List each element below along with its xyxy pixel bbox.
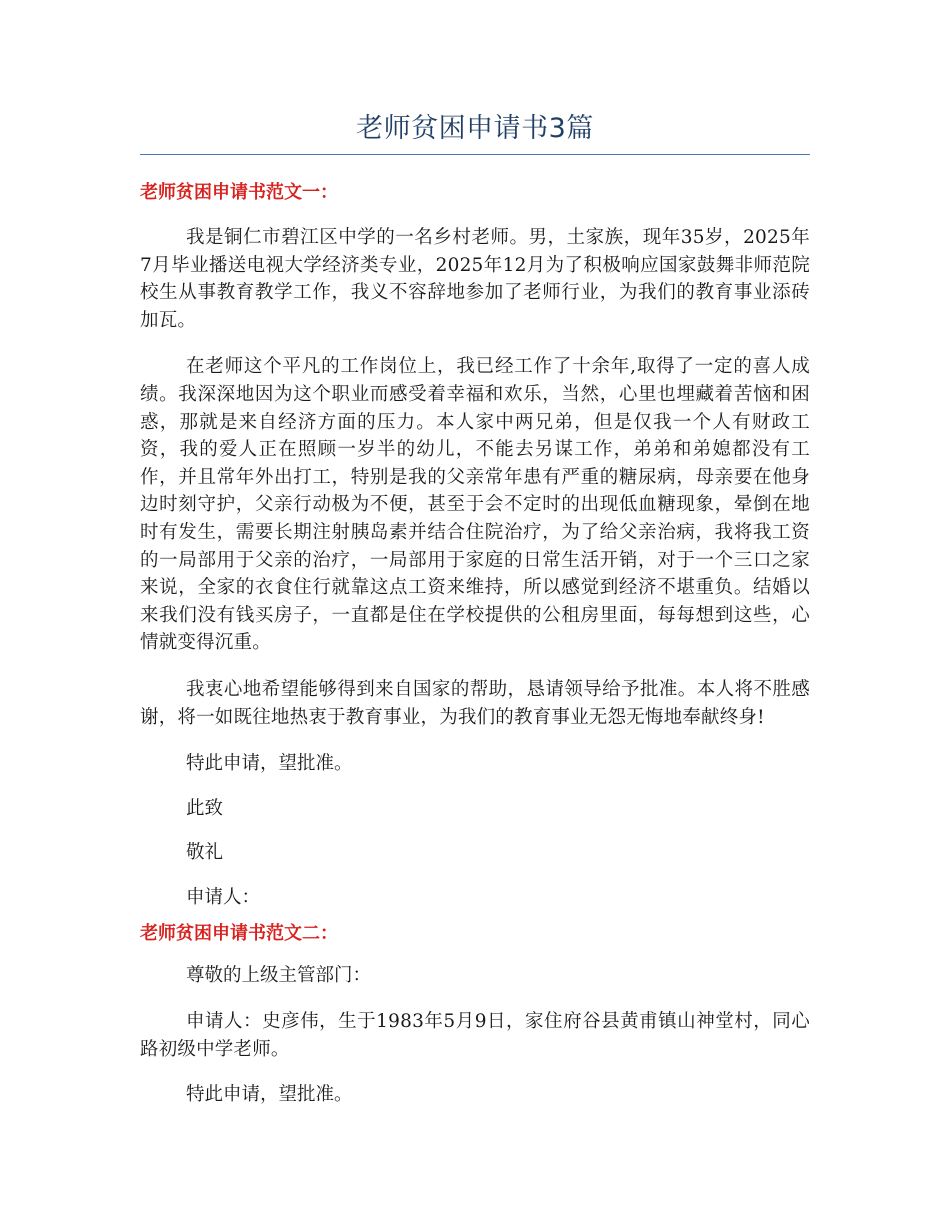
closing-request-line-two: 特此申请，望批准。 bbox=[186, 1084, 353, 1106]
section-heading-sample-one: 老师贫困申请书范文一： bbox=[140, 182, 338, 203]
salutation-line-1: 此致 bbox=[186, 797, 224, 819]
paragraph-hardship: 在老师这个平凡的工作岗位上，我已经工作了十余年,取得了一定的喜人成绩。我深深地因为这个职业而感受着幸福和欢乐，当然，心里也埋藏着苦恼和困惑，那就是来自经济方面的压力。本人家中两兄弟，但是仅我一个人有财政工资，我的爱人正在照顾一岁半的幼儿，不能去另谋工作，弟弟和弟媳都没有工作，并且常年外出打工，特别是我的父亲常年患有严重的糖尿病，母亲要在他身边时刻守护，父亲行动极为不便，甚至于会不定时的出现低血糖现象，晕倒在地时有发生，需要长期注射胰岛素并结合住院治疗，为了给父亲治病，我将我工资的一局部用于父亲的治疗，一局部用于家庭的日常生活开销，对于一个三口之家来说，全家的衣食住行就靠这点工资来维持，所以感觉到经济不堪重负。结婚以来我们没有钱买房子，一直都是住在学校提供的公租房里面，每每想到这些，心情就变得沉重。 bbox=[140, 356, 810, 654]
sample-two-section bbox=[140, 922, 810, 1108]
closing-request-line: 特此申请，望批准。 bbox=[186, 753, 353, 775]
salutation-line-2: 敬礼 bbox=[186, 842, 224, 864]
paragraph-request: 我衷心地希望能够得到来自国家的帮助，恳请领导给予批准。本人将不胜感谢，将一如既往地热衷于教育事业，为我们的教育事业无怨无悔地奉献终身! bbox=[140, 678, 810, 728]
paragraph-applicant-info: 申请人：史彦伟，生于1983年5月9日，家住府谷县黄甫镇山神堂村，同心路初级中学老师。 bbox=[140, 1011, 810, 1060]
applicant-signature-line: 申请人： bbox=[186, 886, 261, 908]
paragraph-introduction: 我是铜仁市碧江区中学的一名乡村老师。男，土家族，现年35岁，2025年7月毕业播送电视大学经济类专业，2025年12月为了积极响应国家鼓舞非师范院校生从事教育教学工作，我义不容辞地参加了老师行业，为我们的教育事业添砖加瓦。 bbox=[140, 227, 810, 331]
document-page bbox=[140, 0, 810, 1109]
greeting-line: 尊敬的上级主管部门： bbox=[186, 965, 372, 987]
document-title: 老师贫困申请书3篇 bbox=[356, 113, 594, 144]
title-underline bbox=[140, 154, 810, 155]
section-heading-sample-two: 老师贫困申请书范文二： bbox=[140, 923, 338, 945]
sample-one-section bbox=[140, 181, 810, 911]
